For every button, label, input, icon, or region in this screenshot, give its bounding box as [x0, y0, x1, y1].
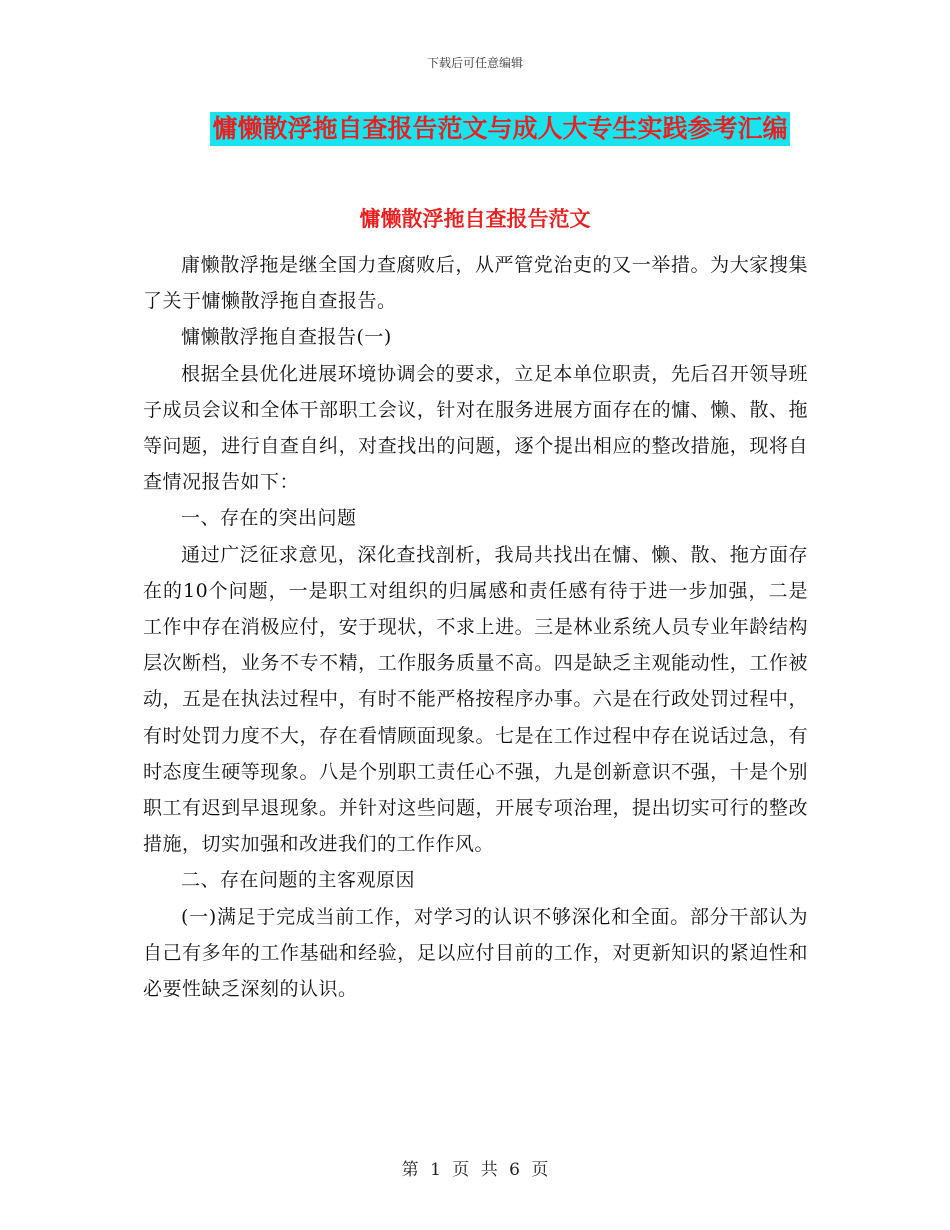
paragraph: 二、存在问题的主客观原因: [181, 869, 416, 892]
sub-title: 慵懒散浮拖自查报告范文: [359, 207, 591, 231]
paragraph: 一、存在的突出问题: [181, 507, 357, 530]
paragraph: 根据全县优化进展环境协调会的要求，立足本单位职责，先后召开领导班子成员会议和全体干部职工会议，针对在服务进展方面存在的慵、懒、散、拖等问题，进行自查自纠，对查找出的问题，逐个提出相应的整改措施，现将自查情况报告如下：: [143, 362, 808, 494]
page-number-footer: 第 1 页 共 6 页: [401, 1160, 549, 1180]
page-header-note: 下载后可任意编辑: [426, 56, 523, 70]
paragraph: 通过广泛征求意见，深化查找剖析，我局共找出在慵、懒、散、拖方面存在的10个问题，一是职工对组织的归属感和责任感有待于进一步加强，二是工作中存在消极应付，安于现状，不求上进。三是林业系统人员专业年龄结构层次断档，业务不专不精，工作服务质量不高。四是缺乏主观能动性，工作被动，五是在执法过程中，有时不能严格按程序办事。六是在行政处罚过程中，有时处罚力度不大，存在看情顾面现象。七是在工作过程中存在说话过急，有时态度生硬等现象。八是个别职工责任心不强，九是创新意识不强，十是个别职工有迟到早退现象。并针对这些问题，开展专项治理，提出切实可行的整改措施，切实加强和改进我们的工作作风。: [143, 543, 808, 856]
document-body: [143, 247, 808, 1007]
main-title-container: [0, 112, 950, 146]
paragraph: 慵懒散浮拖自查报告(一): [181, 326, 392, 349]
paragraph: (一)满足于完成当前工作，对学习的认识不够深化和全面。部分干部认为自己有多年的工作基础和经验，足以应付目前的工作，对更新知识的紧迫性和必要性缺乏深刻的认识。: [143, 905, 808, 1001]
paragraph: 庸懒散浮拖是继全国力查腐败后，从严管党治吏的又一举措。为大家搜集了关于慵懒散浮拖自查报告。: [143, 254, 808, 313]
main-title: 慵懒散浮拖自查报告范文与成人大专生实践参考汇编: [210, 112, 789, 146]
